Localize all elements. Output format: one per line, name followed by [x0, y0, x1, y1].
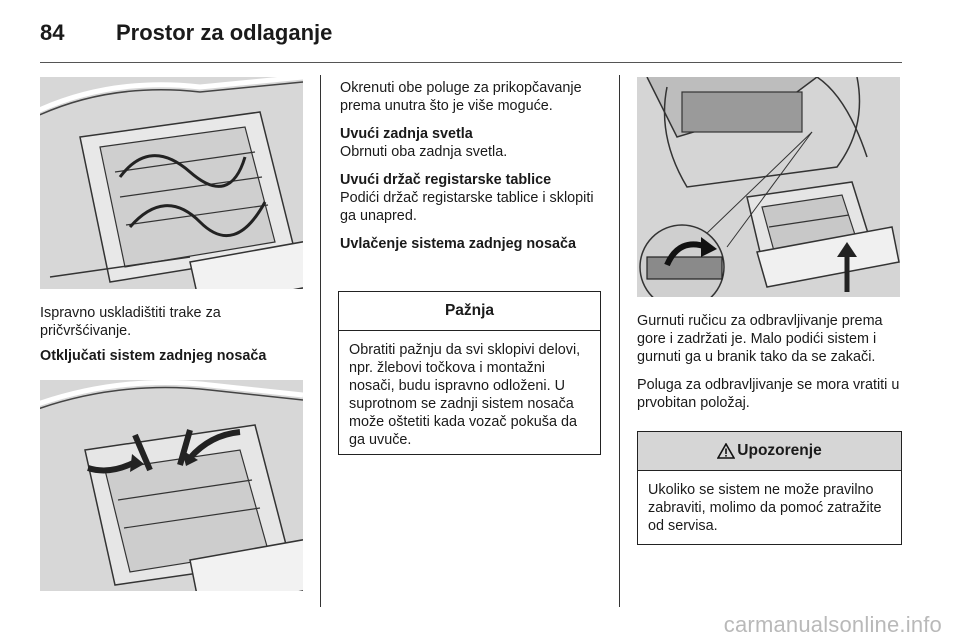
- warning-header: [638, 432, 901, 471]
- caution-body: Obratiti pažnju da svi sklopivi delovi, npr. žlebovi točkova i montažni nosači, budu ispravno odloženi. U suprotnom se zadnji sistem nosača može oštetiti kada vozač pokuša da ga uvuče.: [349, 342, 581, 448]
- paragraph-push-lever: Gurnuti ručicu za odbravljivanje prema gore i zadržati je. Malo podići sistem i gurnuti ga u branik tako da se zakači.: [637, 313, 883, 365]
- paragraph-retract-lights: Obrnuti oba zadnja svetla.: [340, 144, 508, 160]
- watermark: carmanualsonline.info: [723, 612, 942, 637]
- column-divider-left: [320, 75, 321, 607]
- bumper-insert-drawing: [637, 77, 900, 297]
- page-number: 84: [40, 20, 65, 45]
- heading-unlock-system: Otključati sistem zadnjeg nosača: [40, 348, 267, 364]
- warning-box: [637, 431, 902, 545]
- paragraph-lever-return: Poluga za odbravljivanje se mora vratiti u prvobitan položaj.: [637, 377, 900, 411]
- warning-title: Upozorenje: [737, 442, 822, 459]
- warning-triangle-icon: [717, 443, 735, 459]
- warning-body: Ukoliko se sistem ne može pravilno zabraviti, molimo da pomoć zatražite od servisa.: [648, 482, 882, 534]
- illustration-push-into-bumper: [637, 77, 900, 297]
- caution-title: Pažnja: [339, 292, 600, 331]
- caption-straps: Ispravno uskladištiti trake za pričvršćivanje.: [40, 305, 221, 339]
- heading-retract-lights: Uvući zadnja svetla: [340, 126, 473, 142]
- caution-box: [338, 291, 601, 455]
- page-header: [40, 14, 902, 54]
- intro-paragraph: Okrenuti obe poluge za prikopčavanje prema unutra što je više moguće.: [340, 80, 582, 114]
- header-rule: [40, 62, 902, 63]
- paragraph-retract-plate-holder: Podići držač registarske tablice i sklopiti ga unapred.: [340, 190, 594, 224]
- heading-retract-plate-holder: Uvući držač registarske tablice: [340, 172, 552, 188]
- column-divider-right: [619, 75, 620, 607]
- illustration-unlock-levers: [40, 380, 303, 591]
- right-column-text: [637, 312, 912, 422]
- heading-retract-carrier: Uvlačenje sistema zadnjeg nosača: [340, 236, 576, 252]
- illustration-straps-storage: [40, 77, 303, 289]
- middle-column-text: [340, 79, 605, 253]
- carrier-straps-drawing: [40, 77, 303, 289]
- left-caption: [40, 304, 310, 350]
- carrier-levers-drawing: [40, 380, 303, 591]
- page-title: Prostor za odlaganje: [116, 20, 333, 45]
